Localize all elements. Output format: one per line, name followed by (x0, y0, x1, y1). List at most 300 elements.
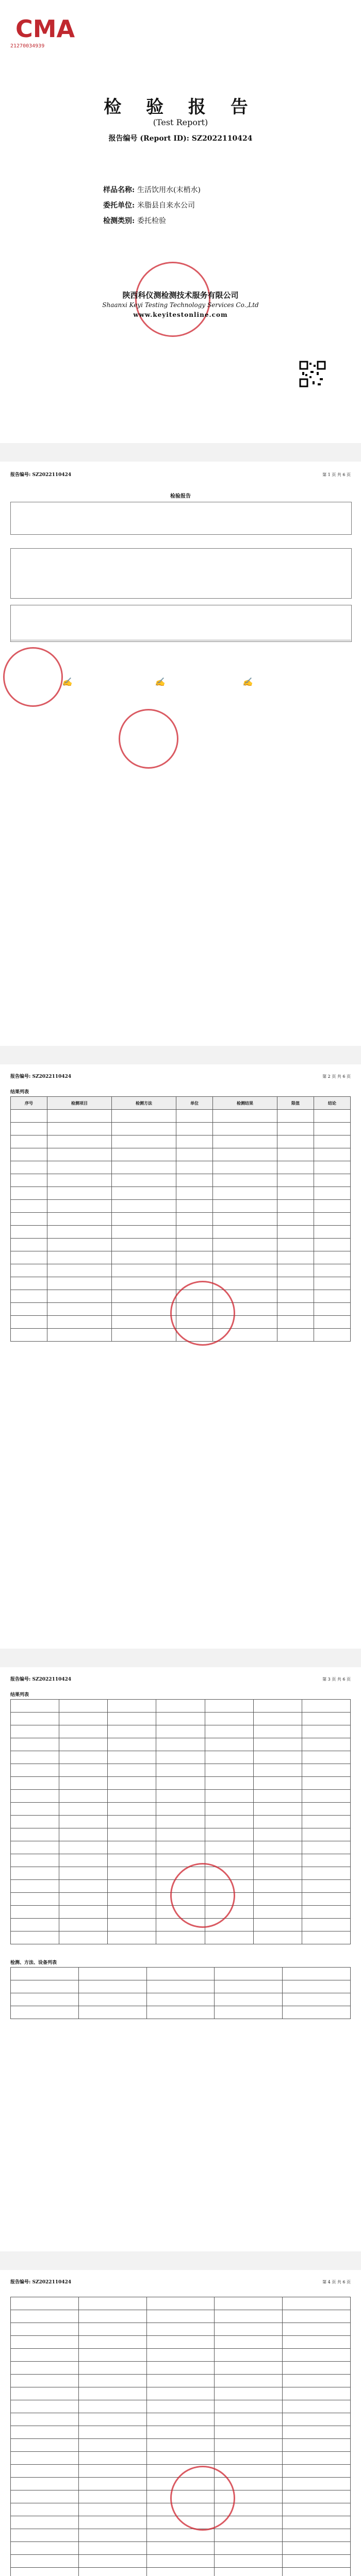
table-cell (277, 1213, 314, 1226)
table-cell (11, 1919, 59, 1931)
table-cell (283, 2452, 351, 2465)
table-cell (253, 1931, 302, 1944)
table-cell (59, 1931, 108, 1944)
table-cell (11, 1161, 47, 1174)
table-row (11, 2362, 351, 2375)
table-cell (47, 1303, 111, 1316)
table-cell (314, 1200, 351, 1213)
table-cell (108, 1700, 156, 1713)
table-cell (156, 1738, 205, 1751)
table-cell (314, 1187, 351, 1200)
table-cell (11, 2542, 79, 2555)
table-cell (302, 1700, 350, 1713)
table-cell (11, 1713, 59, 1725)
table-row (11, 1790, 351, 1803)
table-cell (176, 1161, 213, 1174)
table-cell (283, 2400, 351, 2413)
report-page-1 (0, 462, 361, 1046)
table-cell (47, 1200, 111, 1213)
table-cell (253, 1738, 302, 1751)
table-cell (253, 1790, 302, 1803)
report-title: 检 验 报 告 (104, 97, 257, 117)
table-cell (302, 1790, 350, 1803)
table-cell (11, 2555, 79, 2568)
table-cell (112, 1329, 176, 1342)
table-cell (11, 1893, 59, 1906)
section-title: 检验报告 (170, 494, 191, 499)
table-row (11, 1931, 351, 1944)
table-row (11, 2375, 351, 2387)
client-info-box (10, 502, 352, 535)
table-cell (11, 2297, 79, 2310)
table-cell (156, 1777, 205, 1790)
table-cell (283, 2297, 351, 2310)
table-cell (59, 1725, 108, 1738)
table-cell (205, 1828, 253, 1841)
table-row (11, 1764, 351, 1777)
table-cell (11, 1213, 47, 1226)
table-cell (215, 1980, 283, 1993)
table-cell (213, 1200, 277, 1213)
table-row (11, 1161, 351, 1174)
col-header: 序号 (11, 1097, 47, 1110)
table-cell (11, 2362, 79, 2375)
table-cell (215, 2349, 283, 2362)
table-cell (78, 1993, 146, 2006)
cover-page (0, 0, 361, 443)
table-row (11, 2387, 351, 2400)
table-cell (213, 1213, 277, 1226)
table-row (11, 2006, 351, 2019)
report-page-2 (0, 1064, 361, 1649)
table-cell (146, 2349, 215, 2362)
table-cell (11, 1803, 59, 1816)
table-cell (112, 1251, 176, 1264)
signature: ✍ (242, 677, 253, 687)
lab-seal (3, 647, 63, 707)
table-cell (314, 1213, 351, 1226)
table-cell (205, 1790, 253, 1803)
table-cell (11, 2568, 79, 2576)
table-cell (108, 1828, 156, 1841)
table-cell (112, 1239, 176, 1251)
page-gap (0, 2251, 361, 2270)
table-cell (11, 2503, 79, 2516)
table-cell (59, 1906, 108, 1919)
section-title: 结果列表 (10, 1692, 29, 1698)
table-cell (11, 1290, 47, 1303)
table-row (11, 1751, 351, 1764)
table-cell (59, 1828, 108, 1841)
table-cell (215, 2297, 283, 2310)
table-cell (11, 1867, 59, 1880)
page-number: 第 3 页 共 6 页 (322, 1677, 351, 1682)
table-cell (176, 1226, 213, 1239)
table-row (11, 1226, 351, 1239)
table-cell (59, 1816, 108, 1828)
page-report-id: 报告编号: SZ2022110424 (10, 472, 72, 478)
table-cell (277, 1123, 314, 1136)
table-row (11, 1277, 351, 1290)
page-gap (0, 1046, 361, 1064)
table-cell (213, 1123, 277, 1136)
lab-seal (170, 2466, 235, 2531)
table-cell (78, 2336, 146, 2349)
col-header: 限值 (277, 1097, 314, 1110)
table-cell (11, 1251, 47, 1264)
table-cell (11, 1303, 47, 1316)
table-cell (314, 1174, 351, 1187)
table-cell (156, 1725, 205, 1738)
table-cell (108, 1919, 156, 1931)
table-cell (11, 1931, 59, 1944)
table-cell (156, 1841, 205, 1854)
table-cell (205, 1816, 253, 1828)
col-header: 单位 (176, 1097, 213, 1110)
table-cell (283, 2439, 351, 2452)
table-cell (47, 1239, 111, 1251)
table-cell (108, 1751, 156, 1764)
table-cell (146, 2323, 215, 2336)
table-cell (108, 1816, 156, 1828)
table-cell (215, 2310, 283, 2323)
table-row (11, 1968, 351, 1980)
table-cell (11, 1906, 59, 1919)
table-cell (253, 1803, 302, 1816)
table-cell (112, 1303, 176, 1316)
table-cell (283, 1968, 351, 1980)
table-cell (78, 2400, 146, 2413)
table-cell (277, 1303, 314, 1316)
table-row (11, 1213, 351, 1226)
table-cell (302, 1880, 350, 1893)
table-cell (11, 1239, 47, 1251)
table-cell (11, 2413, 79, 2426)
table-cell (283, 2503, 351, 2516)
table-cell (302, 1725, 350, 1738)
table-cell (11, 1148, 47, 1161)
table-cell (213, 1136, 277, 1148)
table-cell (47, 1329, 111, 1342)
table-cell (277, 1329, 314, 1342)
table-cell (215, 2426, 283, 2439)
table-cell (112, 1174, 176, 1187)
table-cell (11, 1816, 59, 1828)
table-row (11, 1993, 351, 2006)
table-cell (11, 1854, 59, 1867)
table-cell (78, 1968, 146, 1980)
page-report-id: 报告编号: SZ2022110424 (10, 1677, 72, 1682)
report-subtitle: (Test Report) (153, 117, 208, 127)
table-cell (213, 1187, 277, 1200)
table-cell (283, 2323, 351, 2336)
table-row (11, 1123, 351, 1136)
table-cell (176, 1251, 213, 1264)
client-row: 委托单位: 米脂县自来水公司 (103, 201, 195, 210)
table-cell (146, 2387, 215, 2400)
table-cell (283, 2349, 351, 2362)
table-cell (11, 1880, 59, 1893)
table-cell (156, 1700, 205, 1713)
table-row (11, 1187, 351, 1200)
method-table (10, 2297, 351, 2576)
qr-code-icon (299, 361, 326, 387)
table-cell (253, 1725, 302, 1738)
table-cell (11, 2439, 79, 2452)
table-cell (156, 1751, 205, 1764)
table-cell (302, 1931, 350, 1944)
table-row (11, 2349, 351, 2362)
table-cell (78, 2465, 146, 2478)
table-cell (283, 2362, 351, 2375)
report-number: 报告编号 (Report ID): SZ2022110424 (108, 134, 253, 143)
table-cell (47, 1226, 111, 1239)
table-cell (283, 2375, 351, 2387)
table-cell (253, 1828, 302, 1841)
page-report-id: 报告编号: SZ2022110424 (10, 1074, 72, 1079)
table-cell (78, 2516, 146, 2529)
table-cell (78, 2387, 146, 2400)
table-cell (314, 1264, 351, 1277)
table-row (11, 2400, 351, 2413)
table-cell (253, 1880, 302, 1893)
table-row (11, 1239, 351, 1251)
signature: ✍ (155, 677, 165, 687)
table-cell (112, 1264, 176, 1277)
table-row (11, 1148, 351, 1161)
table-cell (213, 1174, 277, 1187)
table-cell (11, 2349, 79, 2362)
page-report-id: 报告编号: SZ2022110424 (10, 2280, 72, 2285)
table-cell (283, 2310, 351, 2323)
lab-seal (170, 1281, 235, 1346)
page-number: 第 2 页 共 6 页 (322, 1074, 351, 1079)
table-cell (277, 1110, 314, 1123)
table-cell (11, 2426, 79, 2439)
table-cell (314, 1290, 351, 1303)
table-cell (108, 1764, 156, 1777)
table-cell (277, 1161, 314, 1174)
table-cell (302, 1777, 350, 1790)
table-cell (78, 2439, 146, 2452)
table-cell (11, 1264, 47, 1277)
table-cell (59, 1751, 108, 1764)
table-cell (11, 2478, 79, 2490)
table-cell (146, 2555, 215, 2568)
table-cell (205, 1738, 253, 1751)
table-cell (277, 1277, 314, 1290)
table-row (11, 2323, 351, 2336)
table-cell (302, 1713, 350, 1725)
table-cell (205, 1841, 253, 1854)
table-row (11, 2542, 351, 2555)
page-number: 第 1 页 共 6 页 (322, 472, 351, 477)
table-cell (47, 1213, 111, 1226)
table-cell (11, 2336, 79, 2349)
table-cell (11, 2310, 79, 2323)
table-row (11, 2336, 351, 2349)
table-cell (253, 1906, 302, 1919)
table-cell (47, 1136, 111, 1148)
table-cell (11, 1316, 47, 1329)
table-cell (302, 1764, 350, 1777)
table-cell (78, 2310, 146, 2323)
table-cell (253, 1764, 302, 1777)
table-cell (59, 1790, 108, 1803)
table-cell (146, 2529, 215, 2542)
table-cell (213, 1161, 277, 1174)
table-cell (78, 2568, 146, 2576)
table-cell (277, 1200, 314, 1213)
table-cell (47, 1277, 111, 1290)
table-cell (277, 1239, 314, 1251)
table-cell (11, 1200, 47, 1213)
table-cell (59, 1803, 108, 1816)
table-cell (314, 1239, 351, 1251)
lab-name-en: Shaanxi Keyi Testing Technology Services Co.,Ltd (102, 301, 259, 309)
table-cell (215, 2006, 283, 2019)
lab-seal (170, 1863, 235, 1928)
table-cell (59, 1738, 108, 1751)
table-cell (302, 1893, 350, 1906)
table-row (11, 1816, 351, 1828)
table-cell (176, 1213, 213, 1226)
table-cell (11, 2452, 79, 2465)
table-cell (146, 2297, 215, 2310)
col-header: 结论 (314, 1097, 351, 1110)
table-cell (213, 1264, 277, 1277)
table-row (11, 1828, 351, 1841)
table-cell (78, 2452, 146, 2465)
table-cell (314, 1277, 351, 1290)
table-cell (59, 1777, 108, 1790)
table-row (11, 1110, 351, 1123)
table-cell (11, 1123, 47, 1136)
table-cell (59, 1713, 108, 1725)
table-cell (11, 1700, 59, 1713)
table-cell (215, 2542, 283, 2555)
table-row (11, 1251, 351, 1264)
table-cell (59, 1919, 108, 1931)
table-cell (253, 1867, 302, 1880)
table-cell (47, 1290, 111, 1303)
table-row (11, 1841, 351, 1854)
table-cell (302, 1867, 350, 1880)
table-cell (146, 1968, 215, 1980)
table-cell (277, 1174, 314, 1187)
table-cell (11, 2516, 79, 2529)
table-cell (205, 1931, 253, 1944)
table-cell (78, 2375, 146, 2387)
table-cell (283, 2426, 351, 2439)
signature: ✍ (62, 677, 72, 687)
lab-seal (119, 709, 178, 769)
table-cell (215, 2452, 283, 2465)
table-cell (78, 2362, 146, 2375)
table-cell (47, 1148, 111, 1161)
table-cell (47, 1123, 111, 1136)
table-cell (215, 2362, 283, 2375)
report-page-4 (0, 2270, 361, 2576)
table-cell (112, 1110, 176, 1123)
table-cell (302, 1751, 350, 1764)
table-cell (146, 2439, 215, 2452)
table-cell (108, 1803, 156, 1816)
table-cell (277, 1187, 314, 1200)
table-cell (11, 1993, 79, 2006)
table-cell (176, 1123, 213, 1136)
table-cell (11, 1110, 47, 1123)
table-row (11, 2413, 351, 2426)
table-cell (11, 2323, 79, 2336)
table-row (11, 1264, 351, 1277)
table-cell (283, 1980, 351, 1993)
table-cell (205, 1751, 253, 1764)
lab-name-cn: 陕西科仪测检测技术服务有限公司 (122, 291, 239, 300)
table-cell (302, 1919, 350, 1931)
table-cell (112, 1200, 176, 1213)
table-cell (283, 2568, 351, 2576)
table-cell (59, 1854, 108, 1867)
table-cell (253, 1854, 302, 1867)
table-cell (215, 2555, 283, 2568)
table-cell (302, 1841, 350, 1854)
table-cell (156, 1713, 205, 1725)
table-cell (253, 1751, 302, 1764)
table-cell (314, 1329, 351, 1342)
table-cell (205, 1725, 253, 1738)
table-cell (11, 1841, 59, 1854)
table-cell (213, 1148, 277, 1161)
table-row (11, 1725, 351, 1738)
table-cell (253, 1816, 302, 1828)
table-cell (108, 1777, 156, 1790)
table-cell (176, 1200, 213, 1213)
table-cell (314, 1123, 351, 1136)
table-cell (146, 2542, 215, 2555)
report-page-3 (0, 1667, 361, 2251)
table-cell (277, 1226, 314, 1239)
table-cell (108, 1713, 156, 1725)
table-cell (47, 1161, 111, 1174)
table-cell (11, 1777, 59, 1790)
table-cell (283, 2478, 351, 2490)
svg-text:CMA: CMA (15, 15, 75, 43)
page-number: 第 4 页 共 6 页 (322, 2280, 351, 2284)
table-cell (112, 1123, 176, 1136)
table-cell (78, 2426, 146, 2439)
page-gap (0, 443, 361, 462)
table-cell (47, 1251, 111, 1264)
table-cell (146, 1993, 215, 2006)
table-cell (11, 1738, 59, 1751)
sample-info-box (10, 548, 352, 599)
table-cell (156, 1764, 205, 1777)
table-row (11, 1803, 351, 1816)
col-header: 检测结果 (213, 1097, 277, 1110)
table-cell (205, 1764, 253, 1777)
table-cell (283, 2465, 351, 2478)
table-cell (253, 1777, 302, 1790)
table-cell (108, 1854, 156, 1867)
table-cell (314, 1303, 351, 1316)
cma-logo (14, 12, 75, 43)
table-cell (176, 1110, 213, 1123)
table-cell (59, 1867, 108, 1880)
table-row (11, 2452, 351, 2465)
table-cell (302, 1828, 350, 1841)
table-cell (47, 1187, 111, 1200)
